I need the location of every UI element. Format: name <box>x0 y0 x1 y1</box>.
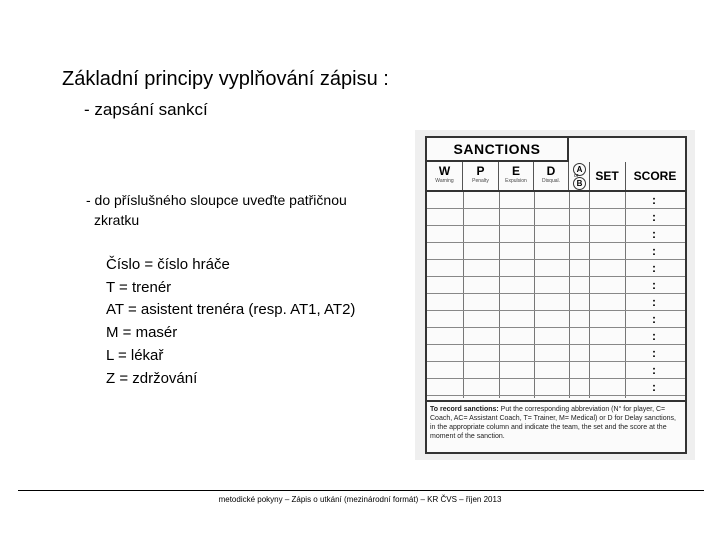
column-d-sub: Disqual. <box>541 178 561 184</box>
sanction-row <box>427 345 685 362</box>
instruction-line-2: zkratku <box>94 212 140 228</box>
score-colon: : <box>652 329 656 343</box>
sanction-row <box>427 362 685 379</box>
sanction-row <box>427 294 685 311</box>
sanction-row <box>427 260 685 277</box>
column-e-letter: E <box>511 164 520 178</box>
sanction-row <box>427 209 685 226</box>
column-e-sub: Expulsion <box>505 178 527 184</box>
column-p-letter: P <box>476 164 485 178</box>
note-text: Put the corresponding abbreviation (N° for player, C= Coach, AC= Assistant Coach, T= Trainer, M= Medical) or D for Delay sanctions, in the appropriate column and indicate the team, the set and the score at the moment of the sanction. <box>430 406 676 440</box>
column-p-sub: Penalty <box>472 178 489 184</box>
team-header <box>569 162 590 190</box>
footer-divider <box>18 490 704 491</box>
score-colon: : <box>652 312 656 326</box>
sanction-row <box>427 311 685 328</box>
column-w-header <box>427 162 463 190</box>
sanction-row <box>427 328 685 345</box>
sanctions-form-image <box>415 130 695 460</box>
abbreviation-legend <box>106 254 355 390</box>
legend-item: T = trenér <box>106 278 172 296</box>
score-colon: : <box>652 227 656 241</box>
score-colon: : <box>652 363 656 377</box>
score-colon: : <box>652 295 656 309</box>
score-colon: : <box>652 261 656 275</box>
sanctions-instructions <box>427 400 685 452</box>
sanction-row <box>427 243 685 260</box>
column-w-letter: W <box>438 164 451 178</box>
slide-subtitle: - zapsání sankcí <box>84 100 208 119</box>
legend-item: Číslo = číslo hráče <box>106 256 230 273</box>
score-colon: : <box>652 278 656 292</box>
score-colon: : <box>652 380 656 394</box>
sanctions-sheet <box>425 136 687 454</box>
column-d-letter: D <box>546 164 556 178</box>
score-colon: : <box>652 193 656 207</box>
sanction-row <box>427 379 685 396</box>
column-p-header <box>463 162 499 190</box>
legend-item: AT = asistent trenéra (resp. AT1, AT2) <box>106 301 356 319</box>
score-header: SCORE <box>633 169 677 183</box>
team-b-circle: B <box>573 177 586 190</box>
score-colon: : <box>652 210 656 224</box>
column-e-header <box>499 162 534 190</box>
sanction-row <box>427 277 685 294</box>
set-header: SET <box>589 162 626 190</box>
score-colon: : <box>652 346 656 360</box>
sanctions-title: SANCTIONS <box>427 138 569 162</box>
team-or-label: or <box>574 173 579 179</box>
score-colon: : <box>652 244 656 258</box>
legend-item: M = masér <box>106 324 178 342</box>
column-w-sub: Warning <box>435 178 454 184</box>
legend-item: Z = zdržování <box>106 369 198 387</box>
sanction-row <box>427 192 685 209</box>
instruction-text <box>86 190 396 230</box>
note-lead: To record sanctions: <box>430 406 499 413</box>
sanctions-header-row <box>427 162 685 192</box>
footer-text: metodické pokyny – Zápis o utkání (mezinárodní formát) – KR ČVS – říjen 2013 <box>218 495 502 504</box>
slide-title: Základní principy vyplňování zápisu : <box>62 68 389 90</box>
column-d-header <box>534 162 569 190</box>
team-a-circle: A <box>573 163 586 176</box>
sanction-row <box>427 226 685 243</box>
legend-item: L = lékař <box>106 346 164 364</box>
sanctions-grid <box>427 192 685 398</box>
instruction-line-1: - do příslušného sloupce uveďte patřičnou <box>86 192 347 208</box>
